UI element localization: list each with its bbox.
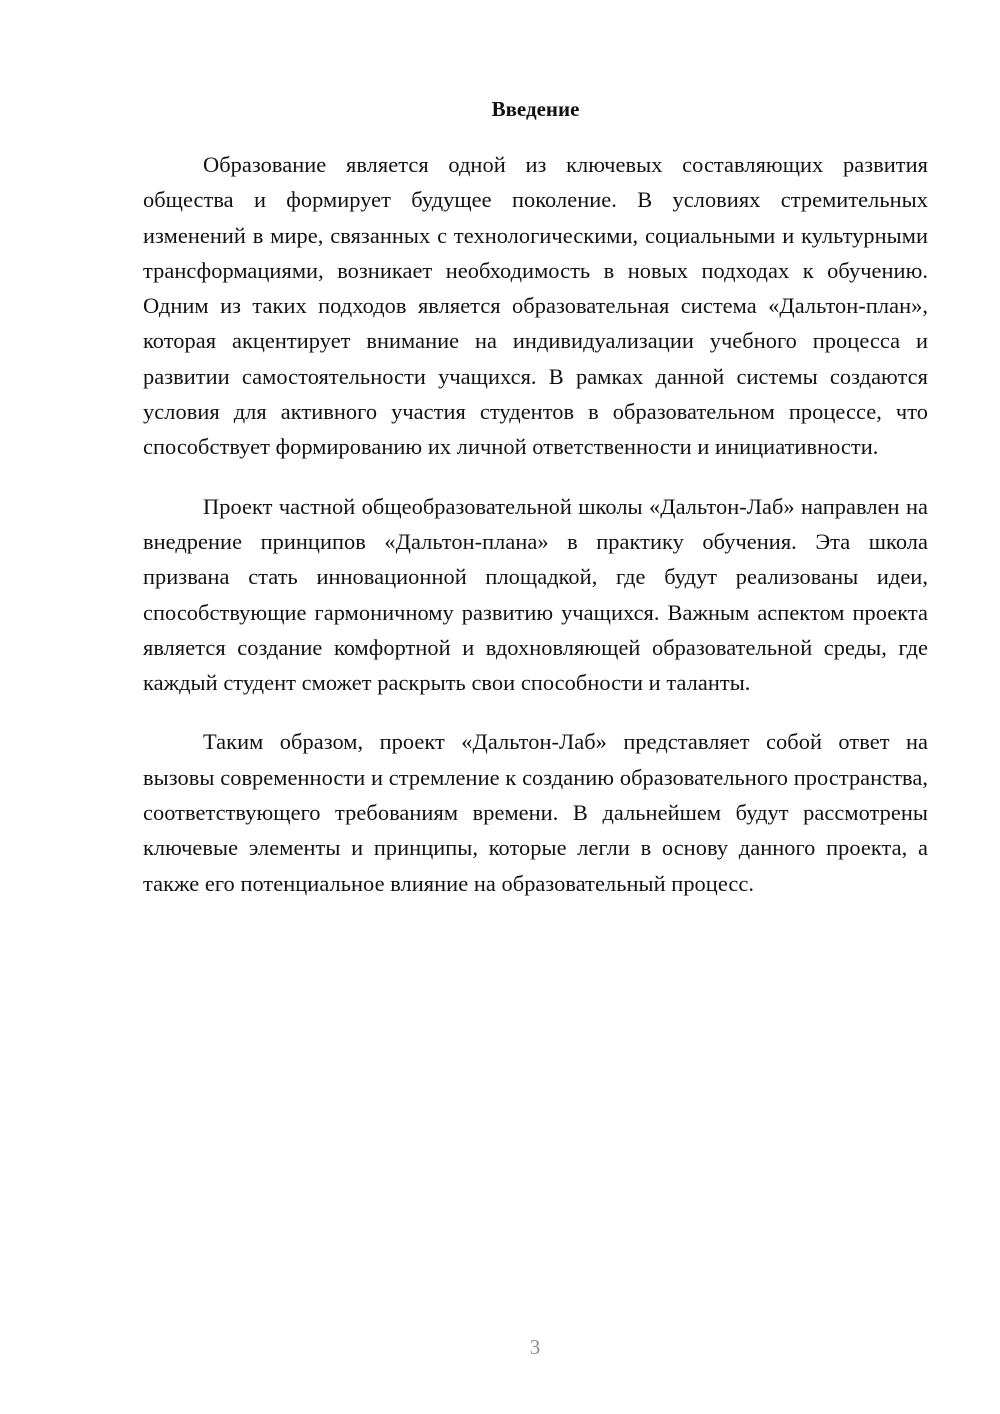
paragraph-conclusion: Таким образом, проект «Дальтон-Лаб» представляет собой ответ на вызовы современности и стремление к созданию образовательного пространства, соответствующего требованиям времени. В дальнейшем будут рассмотрены ключевые элементы и принципы, которые легли в основу данного проекта, а также его потенциальное влияние на образовательный процесс. xyxy=(143,729,928,896)
page-content xyxy=(143,95,928,925)
section-title: Введение xyxy=(491,97,580,121)
paragraph-project: Проект частной общеобразовательной школы «Дальтон-Лаб» направлен на внедрение принципов «Дальтон-плана» в практику обучения. Эта школа призвана стать инновационной площадкой, где будут реализованы идеи, способствующие гармоничному развитию учащихся. Важным аспектом проекта является создание комфортной и вдохновляющей образовательной среды, где каждый студент сможет раскрыть свои способности и таланты. xyxy=(143,493,928,696)
page-number: 3 xyxy=(529,1335,541,1359)
paragraph-intro: Образование является одной из ключевых составляющих развития общества и формирует будущее поколение. В условиях стремительных изменений в мире, связанных с технологическими, социальными и культурными трансформациями, возникает необходимость в новых подходах к обучению. Одним из таких подходов является образовательная система «Дальтон-план», которая акцентирует внимание на индивидуализации учебного процесса и развитии самостоятельности учащихся. В рамках данной системы создаются условия для активного участия студентов в образовательном процессе, что способствует формированию их личной ответственности и инициативности. xyxy=(143,152,928,460)
